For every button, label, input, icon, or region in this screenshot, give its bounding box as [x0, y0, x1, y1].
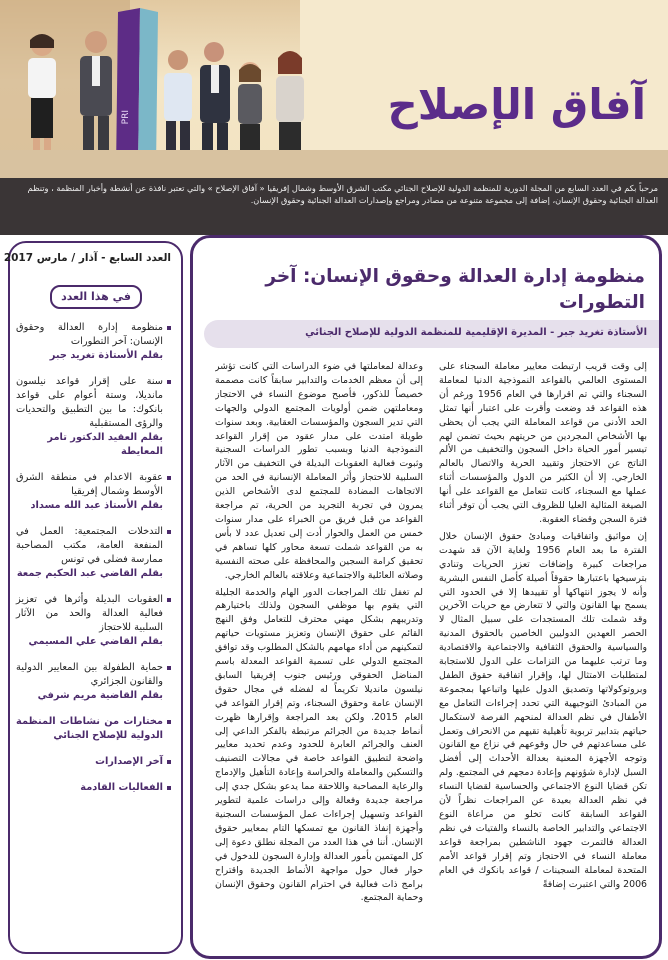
magazine-title: آفاق الإصلاح — [387, 80, 646, 129]
toc-item[interactable] — [16, 375, 171, 459]
toc-item-title: حماية الطفولة بين المعايير الدولية والقانون الجزائري — [16, 662, 163, 687]
article-paragraph: إلى وقت قريب ارتبطت معايير معاملة السجناء على المستوى العالمي بالقواعد النموذجية الدنيا لمعاملة السجناء والتي تم اقرارها في العام 1956 ورغم أن هذه القواعد قد وضعت وأقرت على اعتبار أنها تمثل الحد الأدنى من قواعد المعاملة التي يجب أن يحظى بها الأشخاص المجردين من حريتهم بحيث تضمن لهم تيسير أمور الحياة داخل السجون والتخفيف من الألم الناتج عن الاحتجاز وتقييد الحرية والاتصال بالعالم الخارجي. إلا أن الكثير من الدول والمؤسسات أثناء عملها مع السجناء، كانت تتعامل مع القواعد على أنها الصيغة المثالية العليا للظروف التي يجب أن توفر أثناء فترة السجن وقضاء العقوبة. — [439, 361, 647, 525]
article-title: منظومة إدارة العدالة وحقوق الإنسان: آخر التطورات — [265, 266, 645, 313]
article-column-left — [215, 360, 423, 950]
issue-date: العدد السابع - آذار / مارس 2017 — [3, 252, 171, 264]
toc-item-author: بقلم القاضية مريم شرفي — [37, 690, 163, 701]
toc-item-title: الفعاليات القادمة — [80, 782, 163, 793]
toc-item-author: بقلم الأستاذ عبد الله مسداد — [30, 500, 163, 511]
toc-heading-box — [50, 285, 142, 309]
toc-item[interactable] — [16, 593, 171, 649]
toc-item-author: بقلم القاضي عبد الحكيم جمعة — [16, 568, 163, 579]
toc-list — [16, 321, 171, 807]
toc-item-title: مختارات من نشاطات المنظمة الدولية للإصلاح الجنائي — [16, 716, 163, 741]
article-column-right — [439, 360, 647, 950]
toc-item-title: عقوبة الاعدام في منطقة الشرق الأوسط وشمال إفريقيا — [16, 472, 163, 497]
toc-item-title: العقوبات البديلة وأثرها في تعزيز فعالية العدالة والحد من الآثار السلبية للاحتجاز — [16, 594, 163, 633]
toc-item[interactable] — [16, 471, 171, 513]
toc-item[interactable] — [16, 321, 171, 363]
toc-heading: في هذا العدد — [61, 290, 131, 303]
table-of-contents — [3, 241, 183, 954]
article-paragraph: لم تغفل تلك المراجعات الدور الهام والخدمة الجليلة التي يقوم بها موظفي السجون ولذلك باختيارهم وتدريبهم بشكل مهني محترف للتعامل وفق النهج القائم على حقوق الإنسان وتعزيز مستويات حياتهم لتمكينهم من أداء مهامهم بالشكل المطلوب وقد توافق المجتمع الدولي على تسمية القواعد المعدلة باسم المناضل الحقوقي ورئيس جنوب إفريقيا السابق نيلسون مانديلا تكريماً له لفضله في مجال حقوق الإنسان عامة وحقوق السجناء، وتم إقرار القواعد في العام 2015. ولكن بعد المراجعة وإقرارها ظهرت أنماط جديدة من الجرائم مرتبطة بالفكر الداعي إلى العنف والجرائم العابرة للحدود وعدم تحديد معايير واضحة لتطبيق القواعد خاصة في مجالات التصنيف والتسكين والمعاملة والحراسة وإعادة التأهيل والإدماج والرعاية المصاحبة واللاحقة مما يدعو بشكل جدي إلى مراجعة جديدة وفعالة وإلى دراسات علمية لتطوير القواعد وتسهيل إجراءات عمل المؤسسات السجنية وأجهزة إنفاذ القانون مع تمسكها التام بمعايير حقوق الإنسان. أننا في هذا العدد من المجلة نطلق دعوة إلى كل المهتمين بأمور العدالة وإدارة السجون للدخول في حوار فعال حول مواجهة الأنماط الجديدة واقتراح برامج ذات فعالية في احترام القانون وحقوق الإنسان وحماية المجتمع. — [215, 586, 423, 904]
toc-item-title: آخر الإصدارات — [95, 756, 163, 767]
toc-item-author: بقلم الأستاذة تغريد جبر — [49, 350, 163, 361]
article-paragraph: إن مواثيق واتفاقيات ومبادئ حقوق الإنسان خلال الفترة ما بعد العام 1956 ولغاية الآن قد شهدت مراجعات كبيرة وإضافات تعزز الحريات وتنادي بترسيخها باعتبارها حقوقاً أصيلة كأصل النفس البشرية وأنه لا يجوز انتهاكها أو تقييدها إلا في الحدود التي يسمح بها القانون والتي لا تتعارض مع حريات الآخرين وقد شملت تلك المستجدات على سبيل المثال لا الحصر العهدين الدوليين الخاصين بالحقوق المدنية والسياسية والحقوق الثقافية والاجتماعية والاقتصادية وما ترتب عليهما من التزامات على الدول للاستجابة لمتطلبات الامتثال لها، وإقرار اتفاقية حقوق الطفل وبروتوكولاتها وتصديق الدول عليها واتباعها بمجموعة من المبادئ التوجيهية التي تحدد إجراءات التعامل مع الأطفال في نظم العدالة لمنحهم الفرصة لاستكمال حياتهم بتدابير تربوية تأهيلية تقيهم من الانحراف وتعمل على مساعدتهم في حال وقوعهم في نزاع مع القانون وتوجه الأجهزة المعنية بعدالة الأحداث إلى أفضل السبل لإدارة شؤونهم وإعادة دمجهم في المجتمع. ولم تكن قضايا النوع الاجتماعي والحساسية لقضايا النساء في نظم العدالة بعيدة عن المراجعات نظراً لأن القواعد السابقة كانت تخلو من مراعاة النوع الاجتماعي والتدابير الخاصة بالنساء والفتيات في نظم العدالة فالتمرت جهود الناشطين بمراجعة قواعد معاملة النساء في الاحتجاز وتم إقرار قواعد الأمم المتحدة لمعاملة السجينات / قواعد بانكوك في العام 2006 والتي اعتبرت إضافةً — [439, 530, 647, 890]
toc-item-title: سنة على إقرار قواعد نيلسون مانديلا، وستة أعوام على قواعد بانكوك: ما بين التطبيق والتحديات والرؤى المستقبلية — [16, 376, 163, 429]
article-frame — [190, 235, 662, 959]
masthead — [0, 0, 668, 235]
toc-item[interactable] — [16, 525, 171, 581]
toc-item-title: منظومة إدارة العدالة وحقوق الإنسان: آخر التطورات — [16, 322, 163, 347]
toc-item-author: بقلم القاضي علي المسيمي — [28, 636, 163, 647]
article-byline: الأستاذة تغريد جبر - المديرة الإقليمية للمنظمة الدولية للإصلاح الجنائي — [305, 327, 647, 338]
toc-item-author: بقلم العقيد الدكتور تامر المعايطة — [47, 432, 163, 457]
toc-item[interactable] — [16, 781, 171, 795]
toc-item[interactable] — [16, 661, 171, 703]
banner-text: PRI — [121, 110, 131, 125]
toc-item[interactable] — [16, 755, 171, 769]
article-paragraph: وعدالة لمعاملتها في ضوء الدراسات التي كانت تؤشر إلى أن معظم الخدمات والتدابير سابقاً كانت مصممة خصيصاً للذكور، فأصبح موضوع النساء في الاحتجاز ومعاملتهن ضمن أولويات المجتمع الدولي والجهات التي تدير السجون والمؤسسات العقابية. وبعد سنوات طويلة امتدت على مدار عقود من إقرار القواعد النموذجية الدنيا وبسبب تطور الدراسات السجنية وثبوت فعالية العقوبات البديلة في التخفيف من الآثار السلبية للاحتجاز وأثر المعاملة الإنسانية في الحد من الاتجاهات المضادة للمجتمع لدى الأشخاص الذين يمرون في تجربة التجريد من الحرية، تم مراجعة القواعد من قبل فريق من الخبراء على مدار سنوات خمس من العمل والحوار أدت إلى تعديل عدد لا بأس به من القواعد شملت تسعة محاور كلها تساهم في تحقيق كرامة السجين والمحافظة على صحته النفسية وصلاته العائلية والاجتماعية وعلاقته بالعالم الخارجي. — [215, 361, 423, 581]
toc-item-title: التدخلات المجتمعية: العمل في المنفعة العامة، مكتب المصاحبة ممارسة فضلى في تونس — [16, 526, 163, 565]
cover-caption: مرحباً بكم في العدد السابع من المجلة الدورية للمنظمة الدولية للإصلاح الجنائي مكتب الشرق الأوسط وشمال إفريقيا « آفاق الإصلاح » والتي تعتبر نافذة عن أنشطة وأخبار المنظمة ، وتنظم العدالة الجنائية وحقوق الإنسان، إضافة إلى مجموعة متنوعة من مصادر ومراجع وإصدارات العدالة الجنائية وحقوق الإنسان. — [0, 178, 668, 235]
toc-item[interactable] — [16, 715, 171, 743]
byline-bar — [204, 320, 659, 348]
